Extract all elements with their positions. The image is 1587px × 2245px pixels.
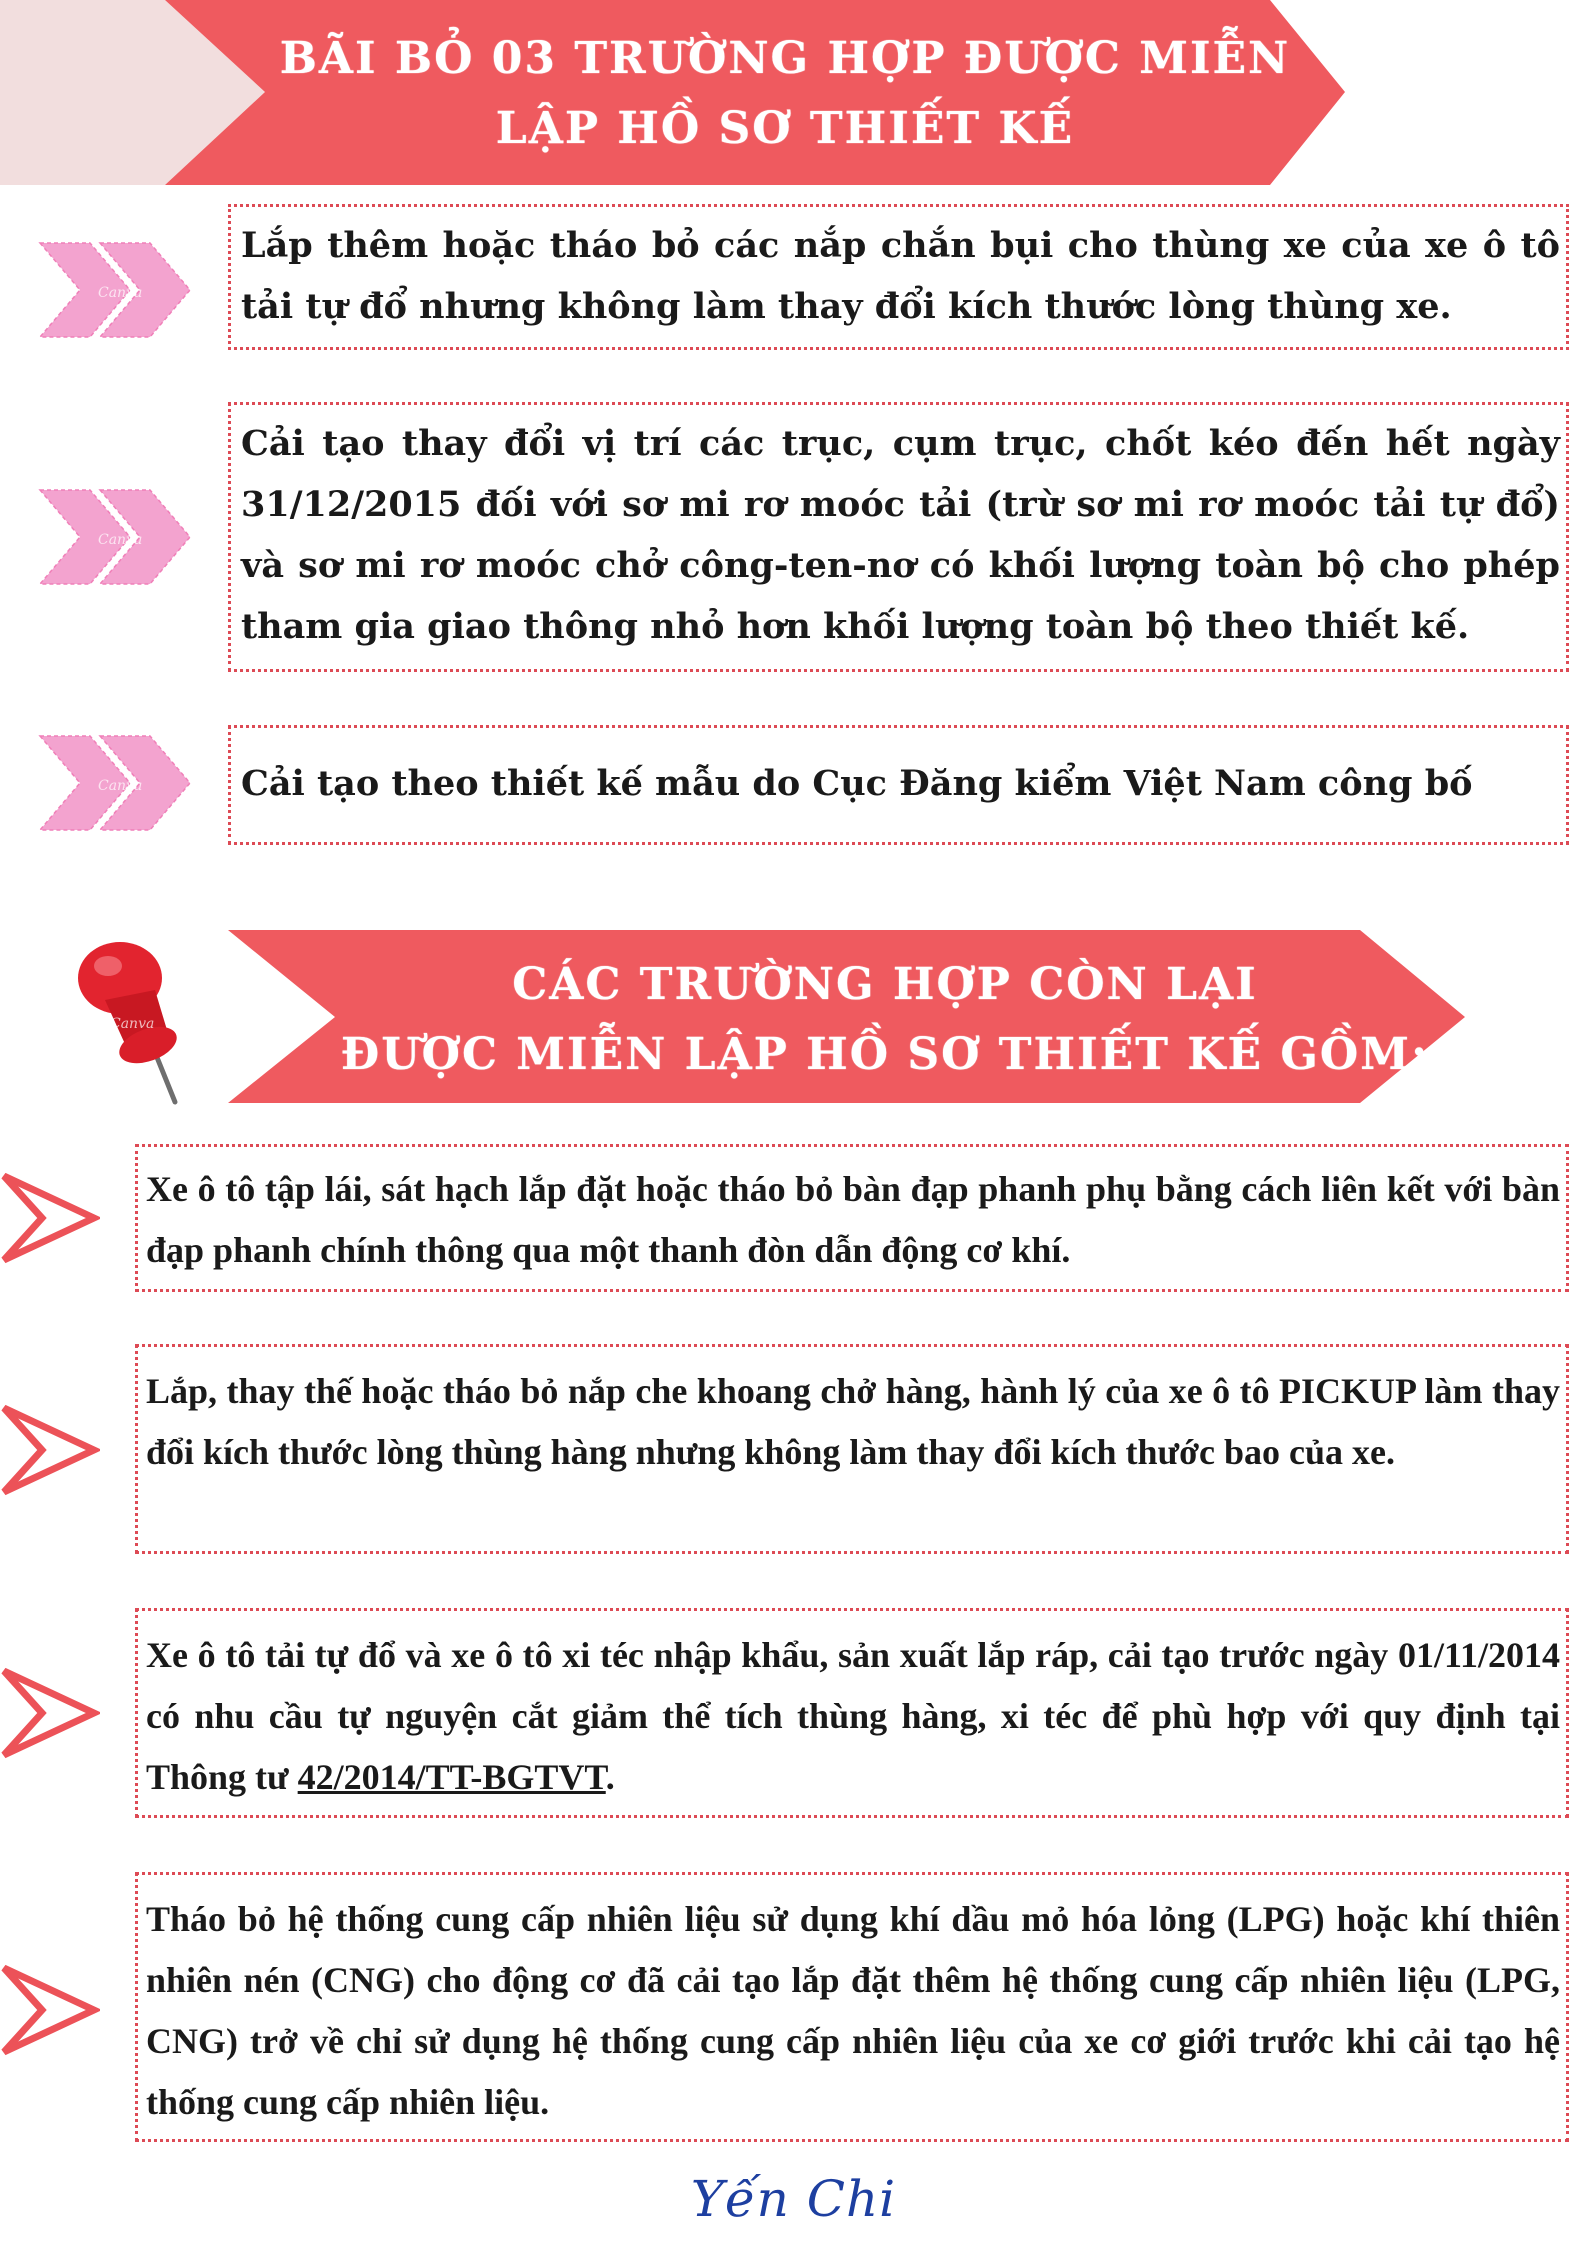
section-1-item-2-text: Cải tạo thay đổi vị trí các trục, cụm trục, chốt kéo đến hết ngày 31/12/2015 đối với sơ mi rơ moóc tải (trừ sơ mi rơ moóc tải tự đổ) và sơ mi rơ moóc chở công-ten-nơ có khối lượng toàn bộ cho phép tham gia giao thông nhỏ hơn khối lượng toàn bộ theo thiết kế. <box>241 423 1560 647</box>
section-1-item-2-box <box>228 402 1569 672</box>
section-1-item-1-box <box>228 204 1569 350</box>
section-2-item-2-box <box>135 1344 1569 1554</box>
section-1-item-3-text: Cải tạo theo thiết kế mẫu do Cục Đăng kiểm Việt Nam công bố <box>241 763 1473 804</box>
triangle-arrow-icon <box>0 1168 100 1268</box>
circular-link[interactable]: 42/2014/TT-BGTVT <box>297 1757 606 1797</box>
section-2-item-3-prefix: Xe ô tô tải tự đổ và xe ô tô xi téc nhập khẩu, sản xuất lắp ráp, cải tạo trước ngày 01/11/2014 có nhu cầu tự nguyện cắt giảm thể tích thùng hàng, xi téc để phù hợp với quy định tại Thông tư <box>146 1635 1560 1797</box>
triangle-arrow-icon <box>0 1663 100 1763</box>
double-chevron-icon <box>38 235 198 345</box>
watermark-text: Canva <box>98 285 143 301</box>
banner-1-title-line-2: LẬP HỒ SƠ THIẾT KẾ <box>495 103 1075 154</box>
watermark-text: Canva <box>98 532 143 548</box>
banner-2-title-line-1: CÁC TRƯỜNG HỢP CÒN LẠI <box>512 959 1258 1010</box>
push-pin-icon <box>70 930 200 1110</box>
section-2-item-2-text: Lắp, thay thế hoặc tháo bỏ nắp che khoang chở hàng, hành lý của xe ô tô PICKUP làm thay đổi kích thước lòng thùng hàng nhưng không làm thay đổi kích thước bao của xe. <box>146 1371 1560 1472</box>
banner-2-title-line-2: ĐƯỢC MIỄN LẬP HỒ SƠ THIẾT KẾ GỒM: <box>340 1029 1430 1080</box>
section-1-item-1-text: Lắp thêm hoặc tháo bỏ các nắp chắn bụi cho thùng xe của xe ô tô tải tự đổ nhưng không làm thay đổi kích thước lòng thùng xe. <box>241 225 1560 327</box>
section-2-item-3-text <box>138 1611 1566 1808</box>
triangle-arrow-icon <box>0 1960 100 2060</box>
banner-1-title-line-1: BÃI BỎ 03 TRƯỜNG HỢP ĐƯỢC MIỄN <box>279 33 1291 84</box>
section-2-item-4-text: Tháo bỏ hệ thống cung cấp nhiên liệu sử dụng khí dầu mỏ hóa lỏng (LPG) hoặc khí thiên nhiên nén (CNG) cho động cơ đã cải tạo lắp đặt thêm hệ thống cung cấp nhiên liệu (LPG, CNG) trở về chỉ sử dụng hệ thống cung cấp nhiên liệu của xe cơ giới trước khi cải tạo hệ thống cung cấp nhiên liệu. <box>146 1899 1560 2122</box>
triangle-arrow-icon <box>0 1400 100 1500</box>
watermark-text: Canva <box>110 1016 155 1032</box>
double-chevron-icon <box>38 728 198 838</box>
section-2-item-1-text: Xe ô tô tập lái, sát hạch lắp đặt hoặc tháo bỏ bàn đạp phanh phụ bằng cách liên kết với bàn đạp phanh chính thông qua một thanh đòn dẫn động cơ khí. <box>146 1169 1560 1270</box>
section-2-item-1-box <box>135 1144 1569 1292</box>
section-2-item-3-suffix: . <box>605 1757 615 1797</box>
author-signature: Yến Chi <box>690 2170 897 2228</box>
double-chevron-icon <box>38 482 198 592</box>
banner-1-title <box>250 24 1320 164</box>
section-2-item-4-box <box>135 1872 1569 2142</box>
watermark-text: Canva <box>98 778 143 794</box>
banner-2-title <box>330 950 1440 1090</box>
section-1-item-3-box <box>228 725 1569 845</box>
section-2-item-3-box <box>135 1608 1569 1818</box>
